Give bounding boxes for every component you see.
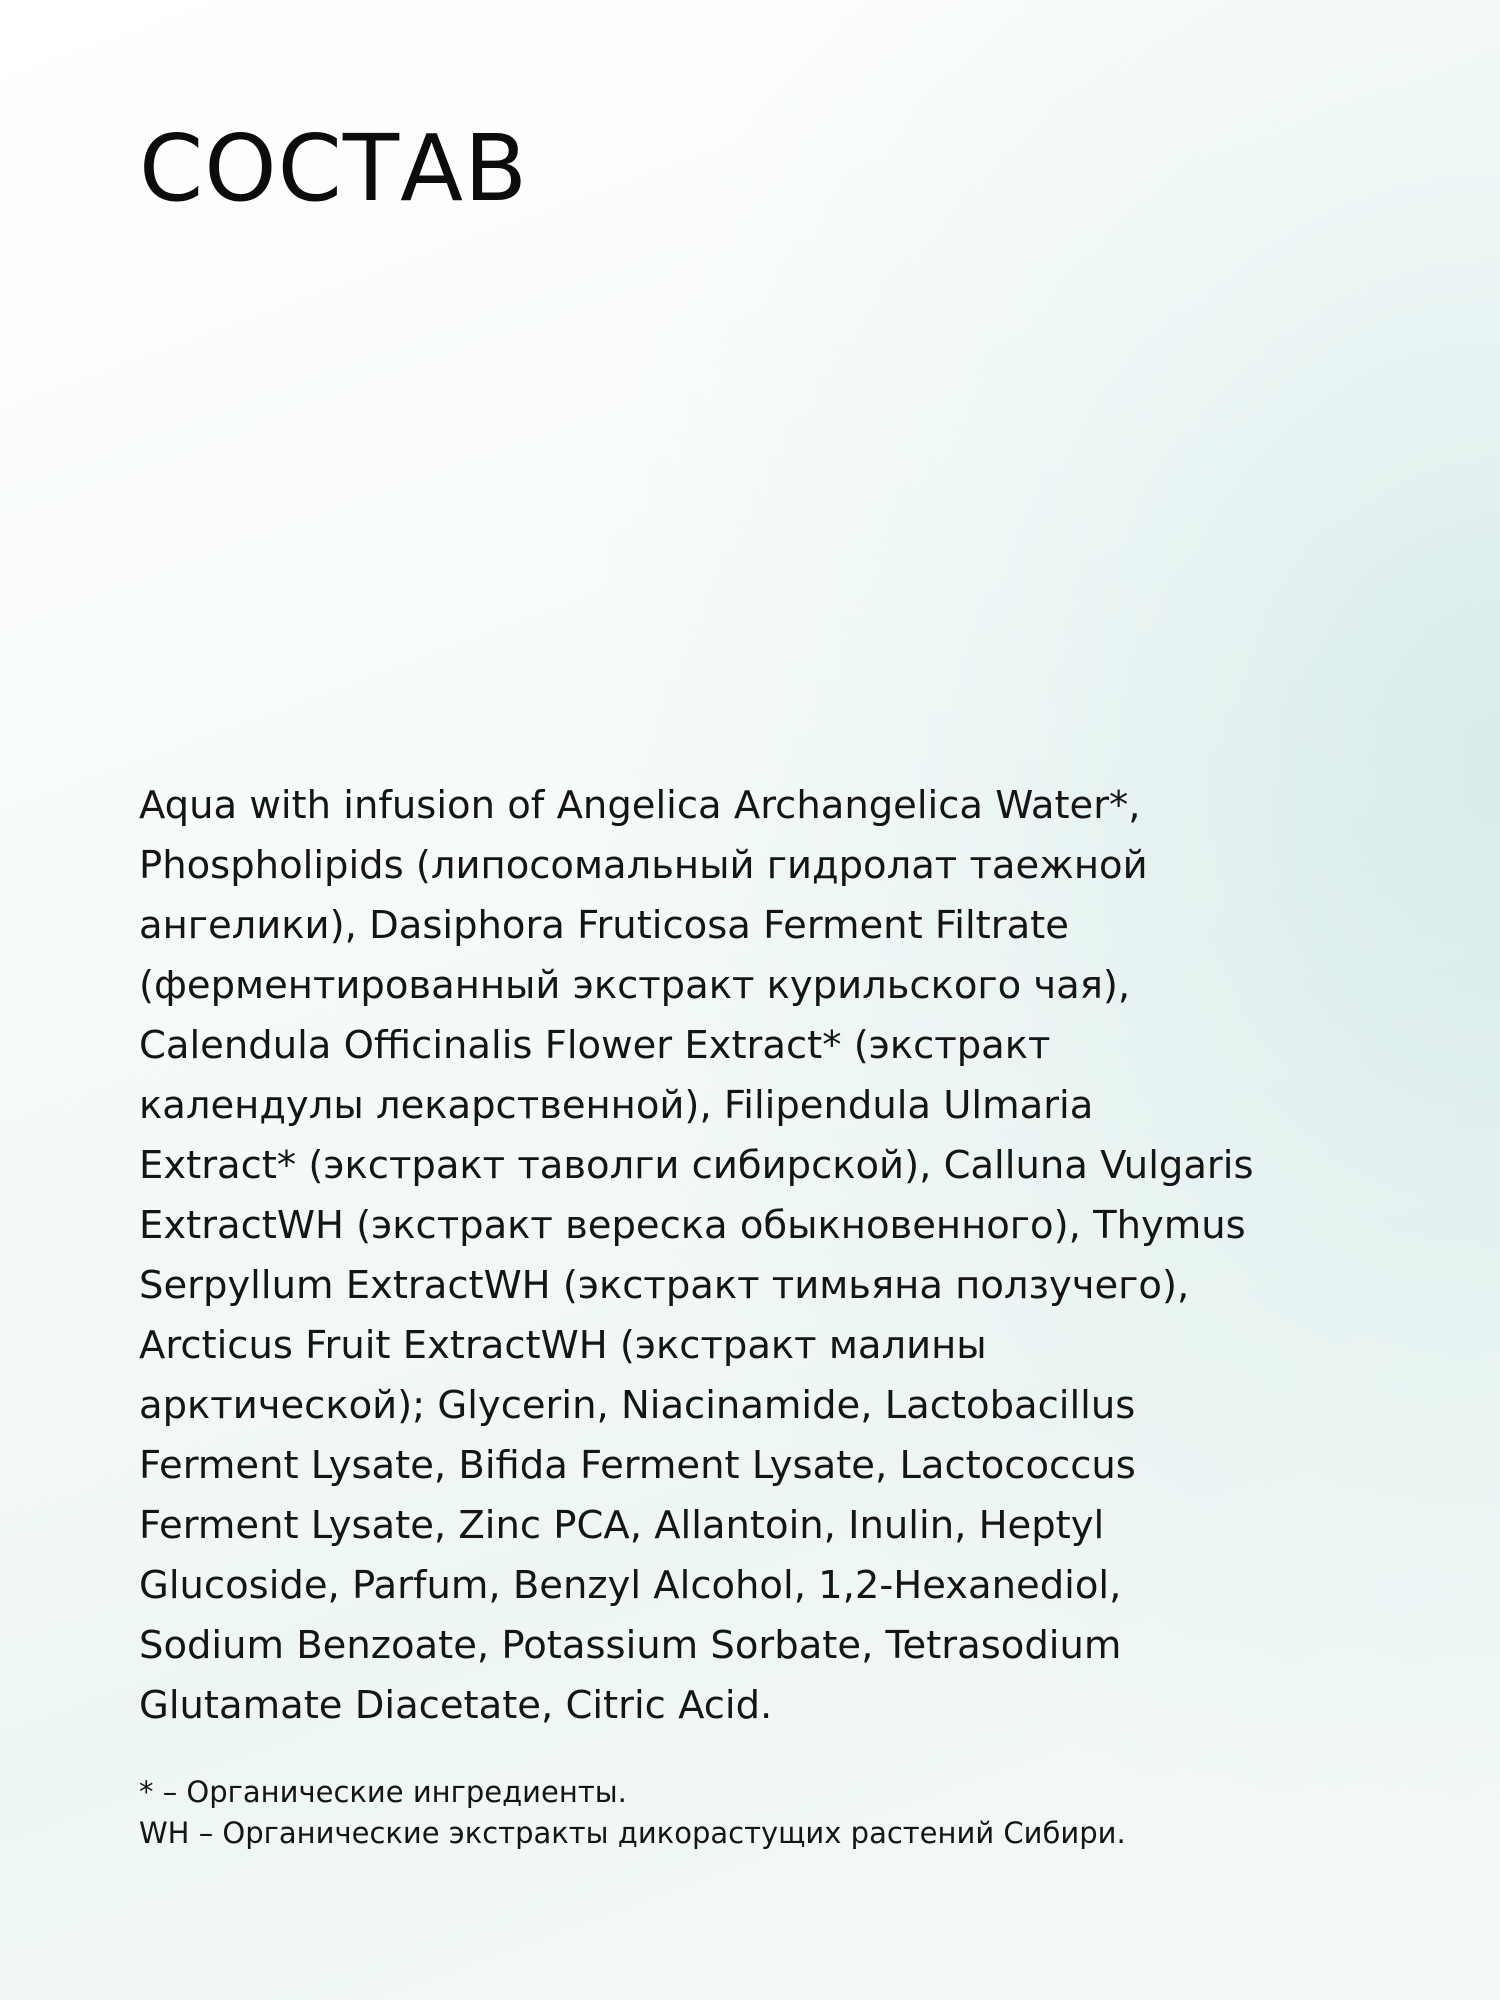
page-title: СОСТАВ <box>139 115 529 222</box>
ingredients-text: Aqua with infusion of Angelica Archangelica Water*, Phospholipids (липосомальный гидролат таежной ангелики), Dasiphora Fruticosa Ferment Filtrate (ферментированный экстракт курильского чая), Calendula Officinalis Flower Extract* (экстракт календулы лекарственной), Filipendula Ulmaria Extract* (экстракт таволги сибирской), Calluna Vulgaris ExtractWH (экстракт вереска обыкновенного), Thymus Serpyllum ExtractWH (экстракт тимьяна ползучего), Arcticus Fruit ExtractWH (экстракт малины арктической); Glycerin, Niacinamide, Lactobacillus Ferment Lysate, Bifida Ferment Lysate, Lactococcus Ferment Lysate, Zinc PCA, Allantoin, Inulin, Heptyl Glucoside, Parfum, Benzyl Alcohol, 1,2-Hexanediol, Sodium Benzoate, Potassium Sorbate, Tetrasodium Glutamate Diacetate, Citric Acid. <box>139 783 1254 1728</box>
footnote-wild-harvested: WH – Органические экстракты дикорастущих растений Сибири. <box>139 1816 1126 1850</box>
footnote-organic: * – Органические ингредиенты. <box>139 1775 627 1809</box>
footnotes <box>139 1772 1389 1854</box>
